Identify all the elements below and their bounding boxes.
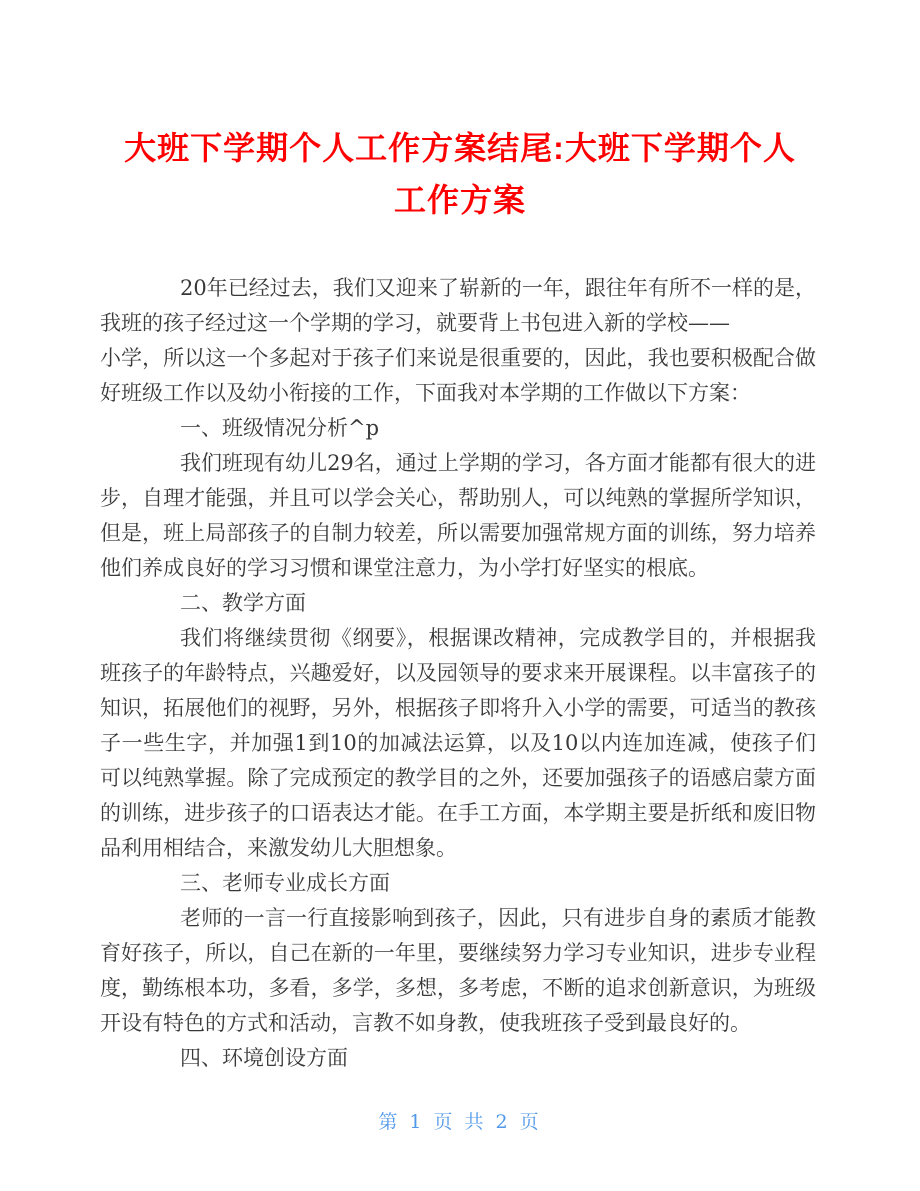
document-title bbox=[70, 122, 850, 226]
section-heading-4: 四、环境创设方面 bbox=[180, 1046, 348, 1070]
document-body bbox=[100, 271, 816, 1076]
paragraph-section-3: 老师的一言一行直接影响到孩子，因此，只有进步自身的素质才能教育好孩子，所以，自己在新的一年里，要继续努力学习专业知识，进步专业程度，勤练根本功，多看，多学，多想，多考虑，不断的追求创新意识，为班级开设有特色的方式和活动，言教不如身教，使我班孩子受到最良好的。 bbox=[100, 906, 816, 1035]
paragraph-intro-1: 20年已经过去，我们又迎来了崭新的一年，跟往年有所不一样的是，我班的孩子经过这一个学期的学习，就要背上书包进入新的学校—— bbox=[100, 276, 816, 335]
section-heading-3: 三、老师专业成长方面 bbox=[180, 871, 390, 895]
paragraph-intro-2: 小学，所以这一个多起对于孩子们来说是很重要的，因此，我也要积极配合做好班级工作以及幼小衔接的工作，下面我对本学期的工作做以下方案： bbox=[100, 346, 816, 405]
paragraph-section-2: 我们将继续贯彻《纲要》，根据课改精神，完成教学目的，并根据我班孩子的年龄特点，兴趣爱好，以及园领导的要求来开展课程。以丰富孩子的知识，拓展他们的视野，另外，根据孩子即将升入小学的需要，可适当的教孩子一些生字，并加强1到10的加减法运算，以及10以内连加连减，使孩子们可以纯熟掌握。除了完成预定的教学目的之外，还要加强孩子的语感启蒙方面的训练，进步孩子的口语表达才能。在手工方面，本学期主要是折纸和废旧物品利用相结合，来激发幼儿大胆想象。 bbox=[100, 626, 816, 860]
paragraph-section-1: 我们班现有幼儿29名，通过上学期的学习，各方面才能都有很大的进步，自理才能强，并且可以学会关心，帮助别人，可以纯熟的掌握所学知识，但是，班上局部孩子的自制力较差，所以需要加强常规方面的训练，努力培养他们养成良好的学习习惯和课堂注意力，为小学打好坚实的根底。 bbox=[100, 451, 816, 580]
document-title-line-2: 工作方案 bbox=[393, 182, 526, 218]
section-heading-1: 一、班级情况分析^p bbox=[180, 416, 380, 440]
page-number-text: 第 1 页 共 2 页 bbox=[378, 1111, 542, 1133]
section-heading-2: 二、教学方面 bbox=[180, 591, 306, 615]
document-title-line-1: 大班下学期个人工作方案结尾:大班下学期个人 bbox=[124, 130, 796, 166]
page-footer bbox=[0, 1109, 920, 1135]
